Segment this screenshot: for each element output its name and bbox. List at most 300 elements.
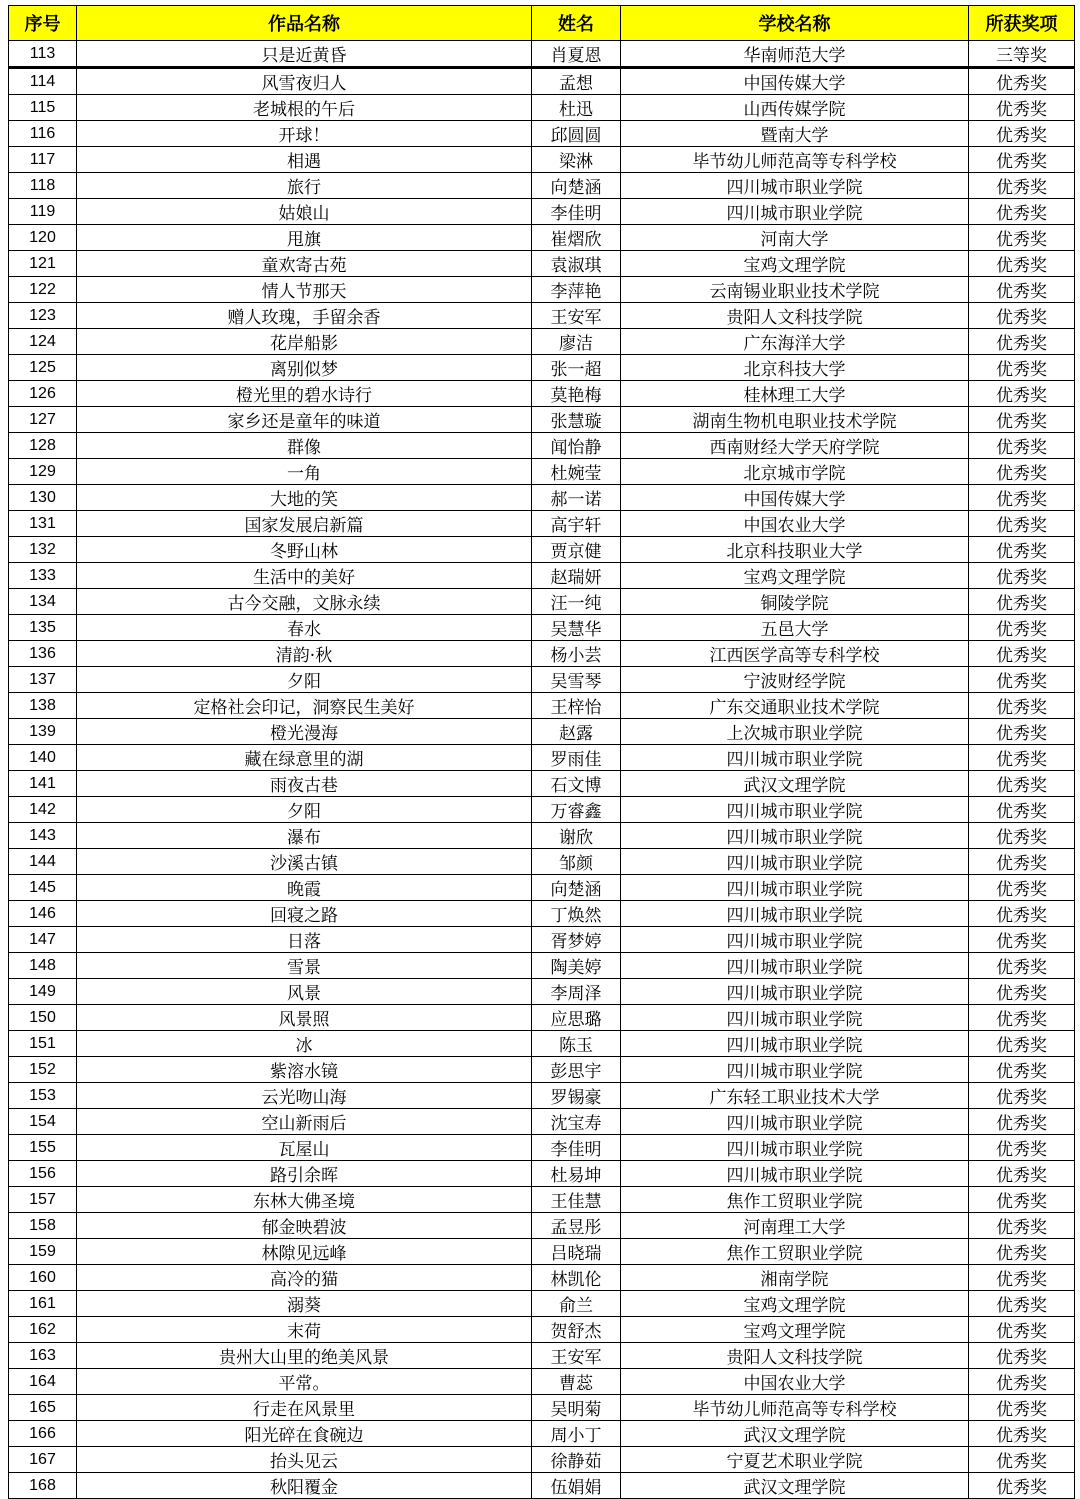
cell-name: 赵露 (532, 719, 621, 745)
cell-award: 优秀奖 (969, 1317, 1075, 1343)
cell-index: 156 (9, 1161, 77, 1187)
cell-award: 优秀奖 (969, 303, 1075, 329)
cell-school: 武汉文理学院 (621, 771, 969, 797)
cell-award: 优秀奖 (969, 459, 1075, 485)
cell-index: 133 (9, 563, 77, 589)
cell-work-title: 开球！ (77, 121, 532, 147)
cell-award: 优秀奖 (969, 1291, 1075, 1317)
cell-school: 四川城市职业学院 (621, 953, 969, 979)
table-row (9, 1447, 1075, 1473)
cell-work-title: 离别似梦 (77, 355, 532, 381)
cell-index: 122 (9, 277, 77, 303)
table-row (9, 927, 1075, 953)
cell-award: 优秀奖 (969, 771, 1075, 797)
cell-index: 131 (9, 511, 77, 537)
cell-work-title: 高冷的猫 (77, 1265, 532, 1291)
cell-work-title: 春水 (77, 615, 532, 641)
cell-index: 129 (9, 459, 77, 485)
cell-school: 湖南生物机电职业技术学院 (621, 407, 969, 433)
cell-work-title: 夕阳 (77, 667, 532, 693)
cell-index: 118 (9, 173, 77, 199)
cell-index: 143 (9, 823, 77, 849)
cell-award: 优秀奖 (969, 407, 1075, 433)
cell-award: 优秀奖 (969, 563, 1075, 589)
cell-award: 优秀奖 (969, 797, 1075, 823)
cell-work-title: 童欢寄古苑 (77, 251, 532, 277)
award-list-table (8, 5, 1075, 1499)
cell-work-title: 瀑布 (77, 823, 532, 849)
cell-school: 宝鸡文理学院 (621, 251, 969, 277)
header-name: 姓名 (532, 6, 621, 41)
cell-school: 广东海洋大学 (621, 329, 969, 355)
cell-index: 166 (9, 1421, 77, 1447)
cell-work-title: 东林大佛圣境 (77, 1187, 532, 1213)
table-row (9, 1161, 1075, 1187)
cell-index: 149 (9, 979, 77, 1005)
cell-school: 湘南学院 (621, 1265, 969, 1291)
cell-award: 优秀奖 (969, 1083, 1075, 1109)
cell-award: 优秀奖 (969, 979, 1075, 1005)
table-row (9, 1369, 1075, 1395)
cell-name: 沈宝寿 (532, 1109, 621, 1135)
cell-work-title: 定格社会印记，洞察民生美好 (77, 693, 532, 719)
cell-name: 贺舒杰 (532, 1317, 621, 1343)
cell-index: 151 (9, 1031, 77, 1057)
cell-name: 陈玉 (532, 1031, 621, 1057)
cell-award: 优秀奖 (969, 433, 1075, 459)
cell-name: 邹颜 (532, 849, 621, 875)
cell-award: 优秀奖 (969, 1369, 1075, 1395)
cell-award: 优秀奖 (969, 1213, 1075, 1239)
cell-name: 郝一诺 (532, 485, 621, 511)
cell-school: 毕节幼儿师范高等专科学校 (621, 1395, 969, 1421)
cell-work-title: 云光吻山海 (77, 1083, 532, 1109)
cell-name: 张一超 (532, 355, 621, 381)
cell-index: 154 (9, 1109, 77, 1135)
table-row (9, 68, 1075, 95)
cell-index: 120 (9, 225, 77, 251)
cell-school: 四川城市职业学院 (621, 849, 969, 875)
cell-work-title: 贵州大山里的绝美风景 (77, 1343, 532, 1369)
header-index: 序号 (9, 6, 77, 41)
table-row (9, 355, 1075, 381)
cell-name: 彭思宇 (532, 1057, 621, 1083)
table-row (9, 1031, 1075, 1057)
cell-school: 四川城市职业学院 (621, 173, 969, 199)
cell-name: 吴雪琴 (532, 667, 621, 693)
table-row (9, 511, 1075, 537)
cell-school: 中国传媒大学 (621, 68, 969, 95)
cell-name: 万睿鑫 (532, 797, 621, 823)
cell-name: 杜易坤 (532, 1161, 621, 1187)
cell-work-title: 紫溶水镜 (77, 1057, 532, 1083)
cell-work-title: 旅行 (77, 173, 532, 199)
cell-award: 优秀奖 (969, 1395, 1075, 1421)
cell-school: 四川城市职业学院 (621, 1109, 969, 1135)
cell-index: 114 (9, 68, 77, 95)
cell-name: 胥梦婷 (532, 927, 621, 953)
cell-work-title: 群像 (77, 433, 532, 459)
cell-index: 146 (9, 901, 77, 927)
cell-award: 三等奖 (969, 41, 1075, 68)
table-row (9, 147, 1075, 173)
cell-school: 云南锡业职业技术学院 (621, 277, 969, 303)
cell-work-title: 秋阳覆金 (77, 1473, 532, 1499)
cell-school: 宁波财经学院 (621, 667, 969, 693)
cell-award: 优秀奖 (969, 1421, 1075, 1447)
cell-award: 优秀奖 (969, 1005, 1075, 1031)
cell-work-title: 冰 (77, 1031, 532, 1057)
table-row (9, 277, 1075, 303)
cell-name: 孟昱彤 (532, 1213, 621, 1239)
cell-work-title: 空山新雨后 (77, 1109, 532, 1135)
cell-index: 158 (9, 1213, 77, 1239)
cell-award: 优秀奖 (969, 1239, 1075, 1265)
cell-work-title: 路引余晖 (77, 1161, 532, 1187)
cell-award: 优秀奖 (969, 511, 1075, 537)
cell-award: 优秀奖 (969, 199, 1075, 225)
cell-name: 王梓怡 (532, 693, 621, 719)
cell-index: 116 (9, 121, 77, 147)
table-row (9, 979, 1075, 1005)
cell-name: 俞兰 (532, 1291, 621, 1317)
table-row (9, 1135, 1075, 1161)
cell-name: 伍娟娟 (532, 1473, 621, 1499)
cell-name: 丁焕然 (532, 901, 621, 927)
cell-name: 陶美婷 (532, 953, 621, 979)
cell-school: 北京科技大学 (621, 355, 969, 381)
cell-school: 四川城市职业学院 (621, 1005, 969, 1031)
cell-school: 四川城市职业学院 (621, 979, 969, 1005)
cell-index: 132 (9, 537, 77, 563)
cell-name: 杨小芸 (532, 641, 621, 667)
table-row (9, 537, 1075, 563)
cell-name: 徐静茹 (532, 1447, 621, 1473)
cell-name: 向楚涵 (532, 875, 621, 901)
cell-index: 144 (9, 849, 77, 875)
cell-index: 121 (9, 251, 77, 277)
cell-school: 中国农业大学 (621, 1369, 969, 1395)
cell-award: 优秀奖 (969, 1447, 1075, 1473)
cell-name: 贾京健 (532, 537, 621, 563)
cell-name: 赵瑞妍 (532, 563, 621, 589)
cell-award: 优秀奖 (969, 927, 1075, 953)
cell-award: 优秀奖 (969, 849, 1075, 875)
cell-work-title: 一角 (77, 459, 532, 485)
cell-school: 四川城市职业学院 (621, 1031, 969, 1057)
cell-index: 142 (9, 797, 77, 823)
cell-work-title: 阳光碎在食碗边 (77, 1421, 532, 1447)
cell-work-title: 赠人玫瑰，手留余香 (77, 303, 532, 329)
table-row (9, 797, 1075, 823)
cell-award: 优秀奖 (969, 147, 1075, 173)
cell-name: 向楚涵 (532, 173, 621, 199)
cell-work-title: 橙光里的碧水诗行 (77, 381, 532, 407)
cell-school: 五邑大学 (621, 615, 969, 641)
table-row (9, 1395, 1075, 1421)
cell-index: 124 (9, 329, 77, 355)
cell-index: 135 (9, 615, 77, 641)
cell-work-title: 风景照 (77, 1005, 532, 1031)
table-row (9, 641, 1075, 667)
table-row (9, 693, 1075, 719)
cell-name: 杜迅 (532, 95, 621, 121)
cell-index: 167 (9, 1447, 77, 1473)
cell-award: 优秀奖 (969, 901, 1075, 927)
cell-award: 优秀奖 (969, 745, 1075, 771)
cell-index: 127 (9, 407, 77, 433)
cell-work-title: 回寝之路 (77, 901, 532, 927)
cell-name: 廖洁 (532, 329, 621, 355)
cell-index: 130 (9, 485, 77, 511)
cell-work-title: 老城根的午后 (77, 95, 532, 121)
cell-name: 高宇轩 (532, 511, 621, 537)
cell-school: 桂林理工大学 (621, 381, 969, 407)
table-row (9, 849, 1075, 875)
table-row (9, 875, 1075, 901)
cell-school: 焦作工贸职业学院 (621, 1239, 969, 1265)
cell-school: 贵阳人文科技学院 (621, 1343, 969, 1369)
cell-name: 谢欣 (532, 823, 621, 849)
cell-index: 157 (9, 1187, 77, 1213)
cell-work-title: 晚霞 (77, 875, 532, 901)
table-row (9, 1005, 1075, 1031)
cell-index: 159 (9, 1239, 77, 1265)
cell-award: 优秀奖 (969, 121, 1075, 147)
cell-school: 宁夏艺术职业学院 (621, 1447, 969, 1473)
cell-work-title: 风雪夜归人 (77, 68, 532, 95)
cell-work-title: 林隙见远峰 (77, 1239, 532, 1265)
cell-index: 150 (9, 1005, 77, 1031)
table-row (9, 433, 1075, 459)
table-row (9, 251, 1075, 277)
table-row (9, 953, 1075, 979)
cell-school: 暨南大学 (621, 121, 969, 147)
cell-award: 优秀奖 (969, 329, 1075, 355)
table-row (9, 225, 1075, 251)
cell-name: 袁淑琪 (532, 251, 621, 277)
cell-work-title: 郁金映碧波 (77, 1213, 532, 1239)
cell-work-title: 清韵·秋 (77, 641, 532, 667)
cell-name: 汪一纯 (532, 589, 621, 615)
cell-index: 123 (9, 303, 77, 329)
cell-index: 141 (9, 771, 77, 797)
cell-name: 罗雨佳 (532, 745, 621, 771)
table-body (9, 41, 1075, 1499)
cell-award: 优秀奖 (969, 1343, 1075, 1369)
cell-work-title: 冬野山林 (77, 537, 532, 563)
cell-index: 119 (9, 199, 77, 225)
cell-award: 优秀奖 (969, 667, 1075, 693)
cell-award: 优秀奖 (969, 1161, 1075, 1187)
table-row (9, 563, 1075, 589)
cell-work-title: 平常。 (77, 1369, 532, 1395)
cell-work-title: 藏在绿意里的湖 (77, 745, 532, 771)
cell-index: 138 (9, 693, 77, 719)
table-row (9, 1057, 1075, 1083)
cell-work-title: 橙光漫海 (77, 719, 532, 745)
cell-work-title: 行走在风景里 (77, 1395, 532, 1421)
cell-name: 周小丁 (532, 1421, 621, 1447)
table-row (9, 485, 1075, 511)
table-row (9, 1343, 1075, 1369)
cell-school: 四川城市职业学院 (621, 901, 969, 927)
cell-index: 153 (9, 1083, 77, 1109)
cell-school: 铜陵学院 (621, 589, 969, 615)
cell-work-title: 雨夜古巷 (77, 771, 532, 797)
cell-work-title: 瓦屋山 (77, 1135, 532, 1161)
cell-school: 焦作工贸职业学院 (621, 1187, 969, 1213)
cell-school: 四川城市职业学院 (621, 875, 969, 901)
cell-school: 中国传媒大学 (621, 485, 969, 511)
table-row (9, 1083, 1075, 1109)
cell-school: 广东交通职业技术学院 (621, 693, 969, 719)
cell-index: 164 (9, 1369, 77, 1395)
cell-award: 优秀奖 (969, 1265, 1075, 1291)
cell-index: 128 (9, 433, 77, 459)
cell-work-title: 相遇 (77, 147, 532, 173)
cell-school: 四川城市职业学院 (621, 199, 969, 225)
cell-award: 优秀奖 (969, 355, 1075, 381)
table-row (9, 1239, 1075, 1265)
cell-name: 莫艳梅 (532, 381, 621, 407)
cell-work-title: 家乡还是童年的味道 (77, 407, 532, 433)
cell-index: 168 (9, 1473, 77, 1499)
cell-work-title: 夕阳 (77, 797, 532, 823)
cell-name: 梁淋 (532, 147, 621, 173)
cell-work-title: 雪景 (77, 953, 532, 979)
cell-award: 优秀奖 (969, 615, 1075, 641)
cell-award: 优秀奖 (969, 225, 1075, 251)
table-row (9, 901, 1075, 927)
cell-name: 吴慧华 (532, 615, 621, 641)
table-row (9, 199, 1075, 225)
cell-award: 优秀奖 (969, 823, 1075, 849)
cell-work-title: 只是近黄昏 (77, 41, 532, 68)
header-row (9, 6, 1075, 41)
cell-school: 四川城市职业学院 (621, 1057, 969, 1083)
cell-name: 肖夏恩 (532, 41, 621, 68)
cell-award: 优秀奖 (969, 719, 1075, 745)
cell-name: 吴明菊 (532, 1395, 621, 1421)
table-row (9, 1265, 1075, 1291)
cell-name: 石文博 (532, 771, 621, 797)
cell-name: 李佳明 (532, 1135, 621, 1161)
table-row (9, 745, 1075, 771)
cell-school: 华南师范大学 (621, 41, 969, 68)
cell-award: 优秀奖 (969, 693, 1075, 719)
cell-award: 优秀奖 (969, 1057, 1075, 1083)
cell-award: 优秀奖 (969, 277, 1075, 303)
cell-index: 126 (9, 381, 77, 407)
cell-school: 武汉文理学院 (621, 1473, 969, 1499)
table-row (9, 615, 1075, 641)
cell-index: 145 (9, 875, 77, 901)
cell-index: 117 (9, 147, 77, 173)
cell-award: 优秀奖 (969, 589, 1075, 615)
table-row (9, 1187, 1075, 1213)
cell-school: 贵阳人文科技学院 (621, 303, 969, 329)
table-row (9, 41, 1075, 68)
cell-index: 160 (9, 1265, 77, 1291)
table-row (9, 1213, 1075, 1239)
cell-work-title: 溺葵 (77, 1291, 532, 1317)
table-row (9, 771, 1075, 797)
cell-award: 优秀奖 (969, 537, 1075, 563)
cell-school: 广东轻工职业技术大学 (621, 1083, 969, 1109)
cell-index: 148 (9, 953, 77, 979)
cell-school: 江西医学高等专科学校 (621, 641, 969, 667)
cell-award: 优秀奖 (969, 1187, 1075, 1213)
cell-school: 四川城市职业学院 (621, 745, 969, 771)
cell-name: 曹蕊 (532, 1369, 621, 1395)
cell-name: 孟想 (532, 68, 621, 95)
cell-name: 李佳明 (532, 199, 621, 225)
cell-index: 137 (9, 667, 77, 693)
table-row (9, 823, 1075, 849)
cell-work-title: 风景 (77, 979, 532, 1005)
cell-name: 邱圆圆 (532, 121, 621, 147)
cell-work-title: 生活中的美好 (77, 563, 532, 589)
cell-work-title: 甩旗 (77, 225, 532, 251)
table-row (9, 95, 1075, 121)
table-row (9, 329, 1075, 355)
cell-school: 四川城市职业学院 (621, 1161, 969, 1187)
cell-index: 140 (9, 745, 77, 771)
cell-name: 王佳慧 (532, 1187, 621, 1213)
cell-name: 王安军 (532, 1343, 621, 1369)
cell-index: 161 (9, 1291, 77, 1317)
cell-school: 四川城市职业学院 (621, 1135, 969, 1161)
cell-award: 优秀奖 (969, 381, 1075, 407)
cell-award: 优秀奖 (969, 1135, 1075, 1161)
cell-award: 优秀奖 (969, 1473, 1075, 1499)
cell-index: 147 (9, 927, 77, 953)
cell-index: 165 (9, 1395, 77, 1421)
cell-name: 王安军 (532, 303, 621, 329)
table-row (9, 381, 1075, 407)
table-row (9, 1109, 1075, 1135)
cell-school: 毕节幼儿师范高等专科学校 (621, 147, 969, 173)
cell-name: 张慧璇 (532, 407, 621, 433)
cell-school: 宝鸡文理学院 (621, 563, 969, 589)
cell-award: 优秀奖 (969, 173, 1075, 199)
cell-work-title: 花岸船影 (77, 329, 532, 355)
cell-award: 优秀奖 (969, 68, 1075, 95)
cell-award: 优秀奖 (969, 875, 1075, 901)
cell-name: 应思璐 (532, 1005, 621, 1031)
table-row (9, 459, 1075, 485)
cell-name: 林凯伦 (532, 1265, 621, 1291)
cell-school: 西南财经大学天府学院 (621, 433, 969, 459)
cell-index: 113 (9, 41, 77, 68)
cell-school: 河南理工大学 (621, 1213, 969, 1239)
table-row (9, 303, 1075, 329)
cell-name: 罗锡豪 (532, 1083, 621, 1109)
cell-school: 四川城市职业学院 (621, 927, 969, 953)
cell-work-title: 古今交融，文脉永续 (77, 589, 532, 615)
cell-index: 152 (9, 1057, 77, 1083)
cell-school: 北京城市学院 (621, 459, 969, 485)
table-row (9, 589, 1075, 615)
cell-name: 李萍艳 (532, 277, 621, 303)
table-header (9, 6, 1075, 41)
cell-index: 162 (9, 1317, 77, 1343)
cell-name: 崔熠欣 (532, 225, 621, 251)
table-row (9, 1473, 1075, 1499)
cell-index: 115 (9, 95, 77, 121)
cell-index: 134 (9, 589, 77, 615)
